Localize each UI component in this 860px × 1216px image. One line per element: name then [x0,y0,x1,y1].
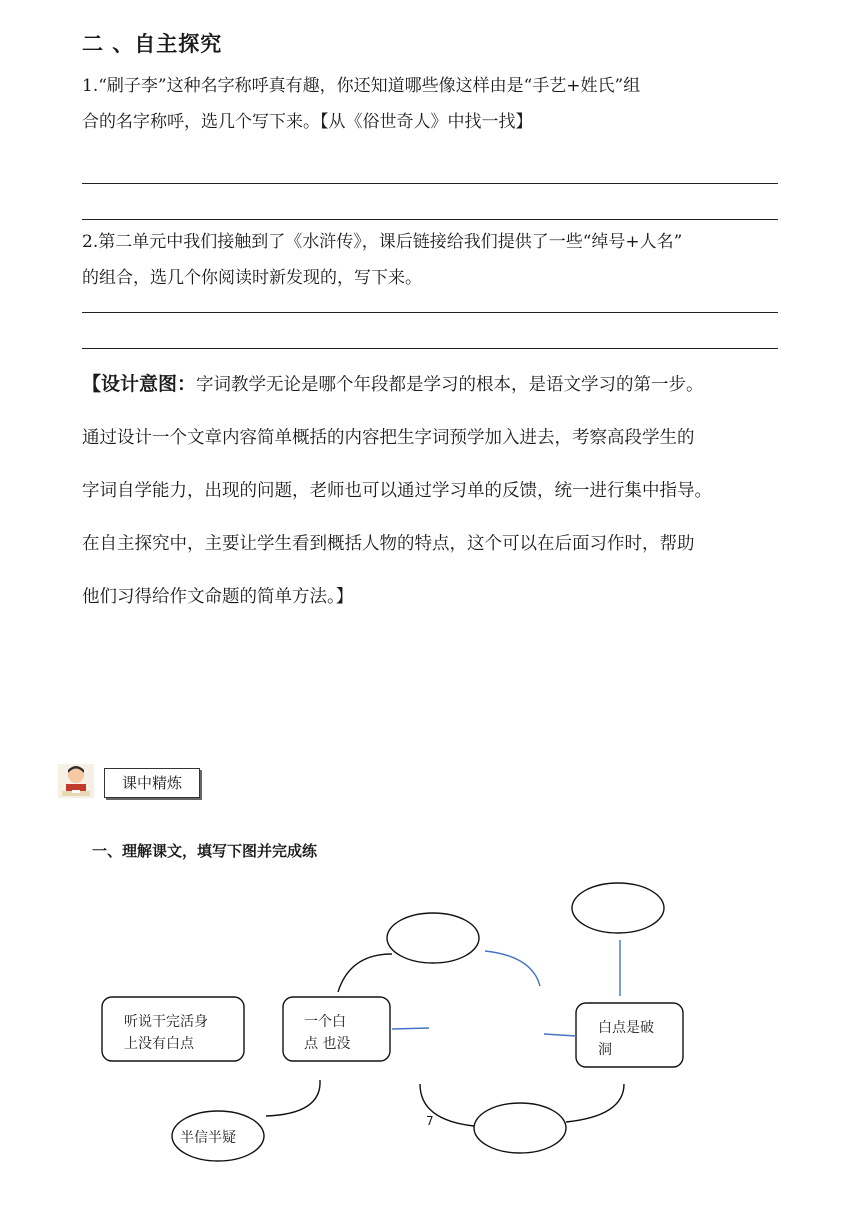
student-reading-icon [58,764,98,800]
connector-blue-middle-left [392,1028,429,1029]
box-middle-line-2: 点 也没 [304,1036,351,1052]
answer-line-2b[interactable] [82,348,778,349]
design-intent-line-5: 他们习得给作文命题的简单方法。】 [82,587,354,607]
design-intent-line-3: 字词自学能力，出现的问题，老师也可以通过学习单的反馈，统一进行集中指导。 [82,481,712,501]
section-banner-label: 课中精炼 [104,768,200,798]
question-2-line-1: 2.第二单元中我们接触到了《水浒传》，课后链接给我们提供了一些“绰号+人名” [82,232,683,252]
connector-arc-bottom-left [266,1080,320,1116]
question-1-line-2: 合的名字称呼，选几个写下来。【从《俗世奇人》中找一找】 [82,112,533,132]
design-intent [82,358,812,624]
box-left-line-1: 听说干完活身 [124,1014,208,1030]
design-intent-lead: 【设计意图： [82,373,197,395]
blank-ellipse-bottom[interactable] [474,1103,566,1153]
ellipse-bottom-left-text: 半信半疑 [180,1130,236,1146]
box-left-line-2: 上没有白点 [124,1036,194,1052]
question-2 [82,224,802,296]
answer-line-1a[interactable] [82,183,778,184]
connector-arc-bottom-right [566,1084,624,1122]
exercise-title: 一、理解课文，填写下图并完成练 [92,842,318,860]
box-right-line-2: 洞 [598,1042,612,1058]
box-middle-line-1: 一个白 [304,1014,346,1030]
question-1-line-1: 1.“刷子李”这种名字称呼真有趣，你还知道哪些像这样由是“手艺+姓氏”组 [82,76,641,96]
connector-blue-top [485,951,540,986]
design-intent-line-1 [82,358,812,412]
question-2-line-2: 的组合，选几个你阅读时新发现的，写下来。 [82,268,422,288]
design-intent-text-1: 字词教学无论是哪个年段都是学习的根本，是语文学习的第一步。 [196,375,704,395]
design-intent-line-2: 通过设计一个文章内容简单概括的内容把生字词预学加入进去，考察高段学生的 [82,428,695,448]
page-number: 7 [426,1114,434,1128]
answer-line-1b[interactable] [82,219,778,220]
connector-blue-middle-right [544,1034,576,1036]
answer-line-2a[interactable] [82,312,778,313]
section-title: 二 、自主探究 [82,32,223,56]
blank-ellipse-top-right[interactable] [572,883,664,933]
box-right-line-1: 白点是破 [598,1020,654,1036]
design-intent-line-4: 在自主探究中，主要让学生看到概括人物的特点，这个可以在后面习作时，帮助 [82,534,695,554]
question-1 [82,68,802,140]
blank-ellipse-top[interactable] [387,913,479,963]
connector-arc-top-left [338,954,392,992]
